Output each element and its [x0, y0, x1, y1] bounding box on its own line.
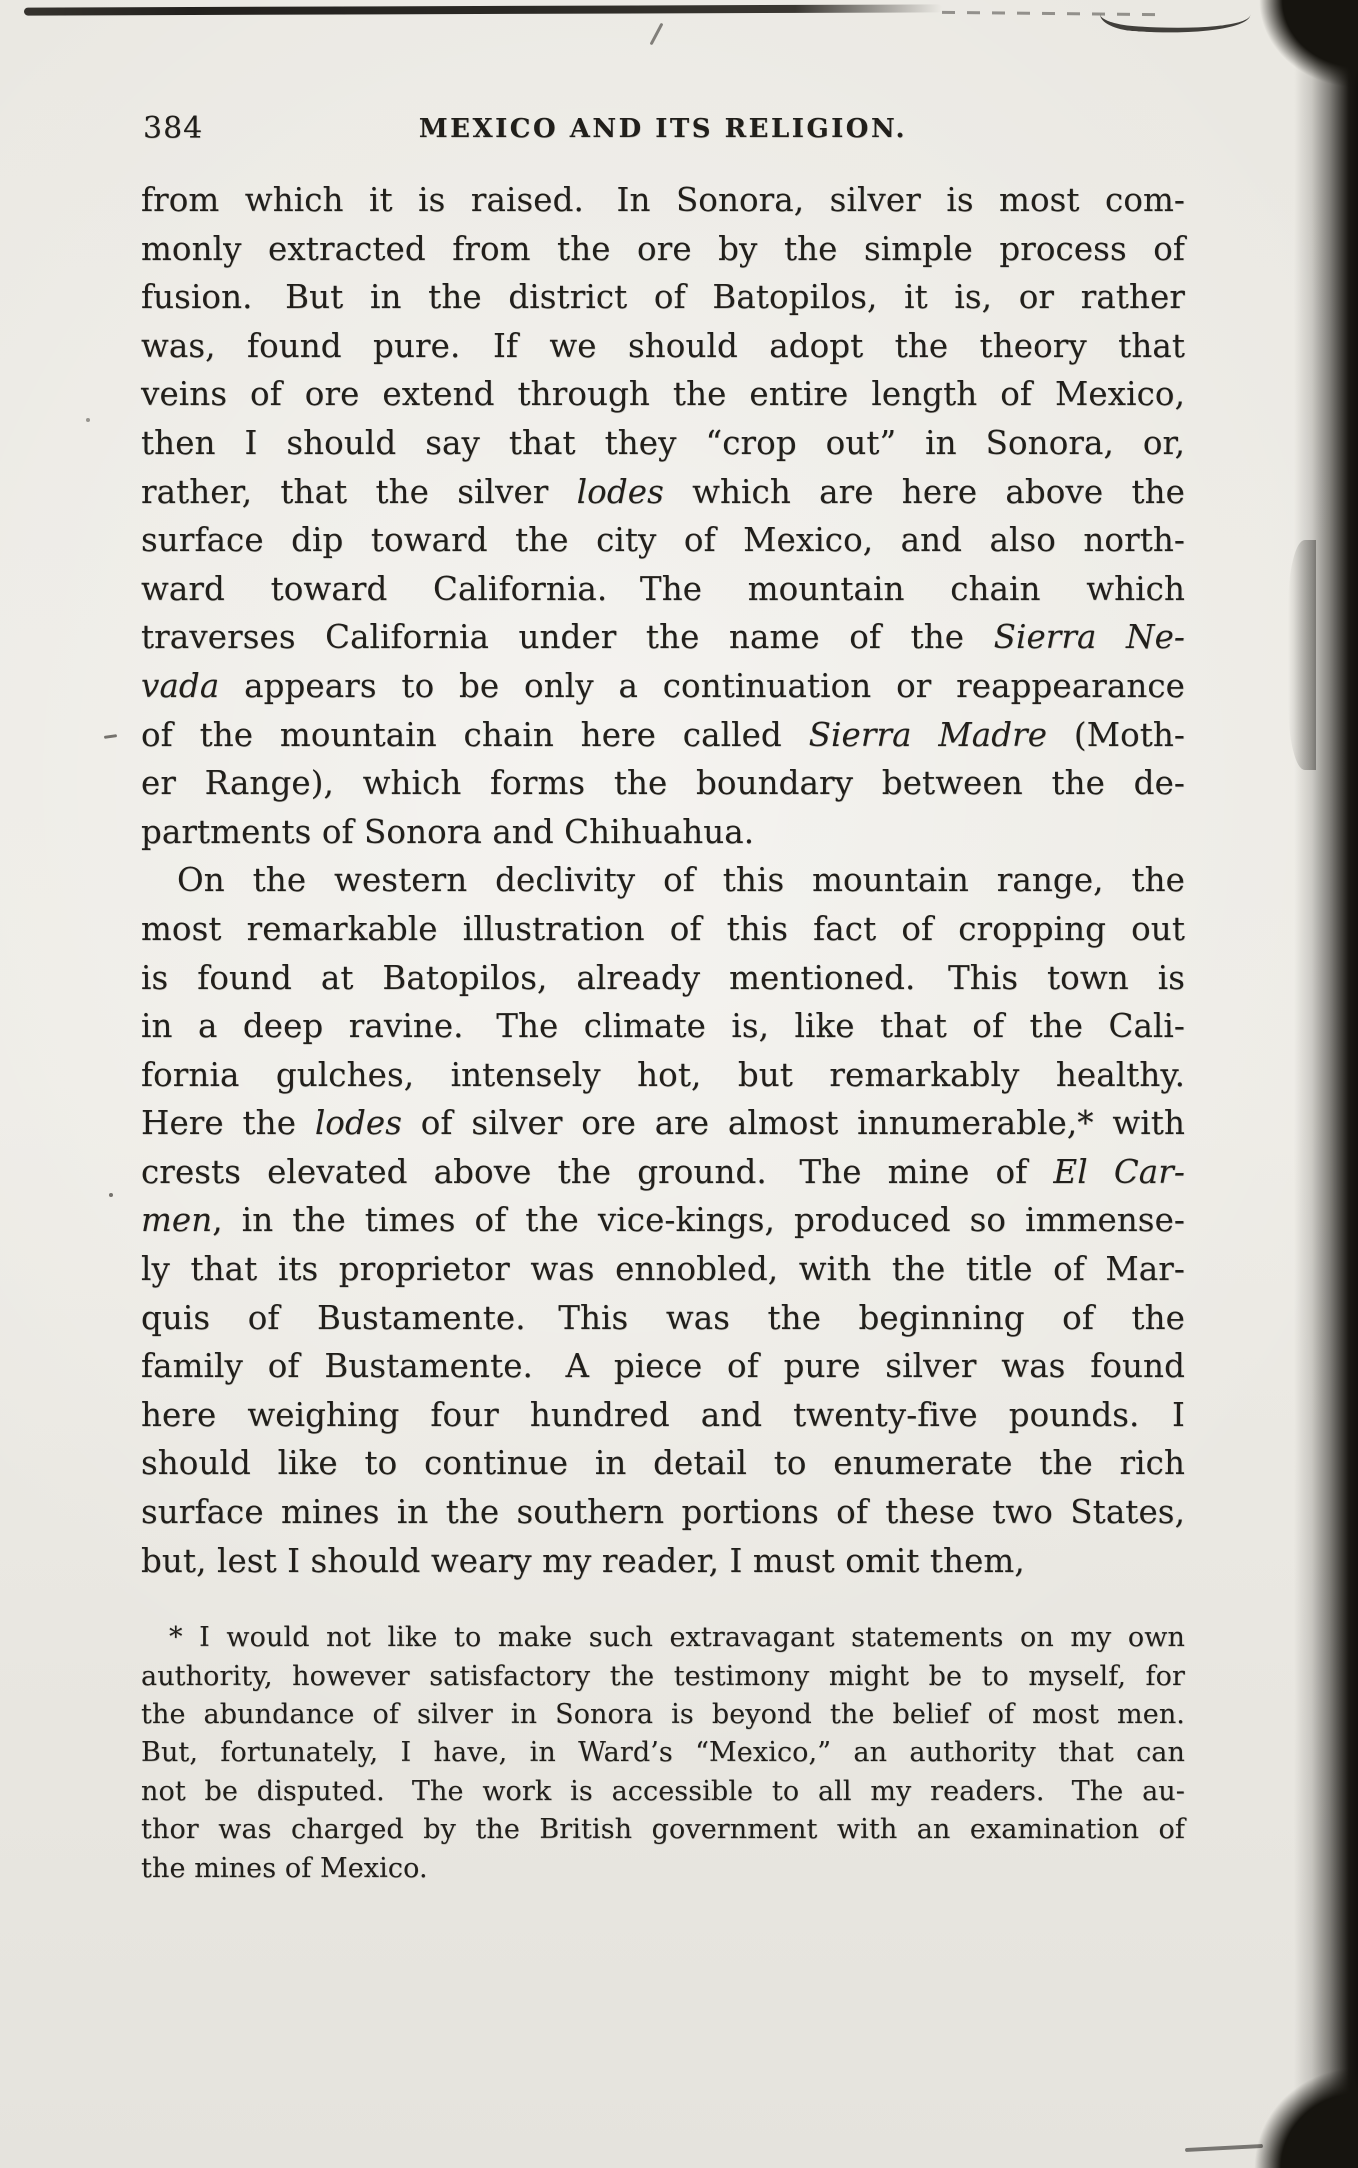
text-line [141, 273, 1185, 322]
text-line [141, 1696, 1185, 1734]
text-line [141, 516, 1185, 565]
text-segment: * I would not like to make such extravagant statements on my own [169, 1622, 1185, 1654]
text-segment: Here the [141, 1104, 315, 1143]
text-segment: authority, however satisfactory the testimony might be to myself, for [141, 1660, 1185, 1692]
text-line [141, 1294, 1185, 1343]
text-line [141, 322, 1185, 371]
scan-bottom-scratch [1185, 2144, 1263, 2152]
text-line [141, 468, 1185, 517]
scan-right-edge-shadow [1294, 0, 1358, 2168]
italic-text-segment: men [141, 1201, 213, 1240]
text-line [141, 905, 1185, 954]
text-segment: in a deep ravine. The climate is, like that of the Cali- [141, 1007, 1185, 1046]
text-line [141, 1658, 1185, 1696]
text-segment: veins of ore extend through the entire length of Mexico, [141, 375, 1185, 414]
scan-top-edge-mark [24, 4, 942, 15]
text-segment: monly extracted from the ore by the simple process of [141, 229, 1185, 268]
text-line [141, 808, 1185, 857]
text-line [141, 613, 1185, 662]
text-segment: but, lest I should weary my reader, I must omit them, [141, 1541, 1025, 1580]
text-segment: was, found pure. If we should adopt the theory that [141, 326, 1185, 365]
body-paragraph [141, 856, 1185, 1585]
text-segment: most remarkable illustration of this fact of cropping out [141, 909, 1185, 948]
text-line [141, 1734, 1185, 1772]
text-line [141, 1619, 1185, 1657]
text-segment: crests elevated above the ground. The mine of [141, 1152, 1054, 1191]
text-line [141, 1811, 1185, 1849]
text-segment: which are here above the [663, 472, 1185, 511]
text-segment: (Moth- [1047, 715, 1186, 754]
text-line [141, 1342, 1185, 1391]
text-segment: fornia gulches, intensely hot, but remarkably healthy. [141, 1055, 1185, 1094]
scan-bottom-right-corner-shadow [1208, 2018, 1358, 2168]
italic-text-segment: Sierra Madre [808, 715, 1048, 754]
text-segment: from which it is raised. In Sonora, silver is most com- [141, 181, 1185, 219]
text-segment: the abundance of silver in Sonora is beyond the belief of most men. [141, 1699, 1185, 1731]
text-segment: is found at Batopilos, already mentioned. This town is [141, 958, 1185, 997]
scan-diagonal-mark [650, 23, 664, 46]
italic-text-segment: vada [141, 666, 220, 705]
page-number: 384 [143, 111, 204, 146]
text-line [141, 1148, 1185, 1197]
text-segment: not be disputed. The work is accessible to all my readers. The au- [141, 1775, 1185, 1807]
text-segment: fusion. But in the district of Batopilos, it is, or rather [141, 278, 1185, 317]
text-line [141, 1099, 1185, 1148]
italic-text-segment: El Car- [1053, 1152, 1185, 1191]
text-segment: quis of Bustamente. This was the beginning of the [141, 1298, 1185, 1337]
text-segment: ly that its proprietor was ennobled, with the title of Mar- [141, 1250, 1185, 1289]
text-line [141, 711, 1185, 760]
body-text [141, 176, 1185, 1585]
text-line [141, 1196, 1185, 1245]
footnote [141, 1619, 1185, 1888]
text-segment: But, fortunately, I have, in Ward’s “Mexico,” an authority that can [141, 1737, 1185, 1769]
text-segment: er Range), which forms the boundary between the de- [141, 764, 1185, 803]
text-segment: On the western declivity of this mountain range, the [177, 861, 1185, 900]
text-segment: , in the times of the vice-kings, produced so immense- [212, 1201, 1185, 1240]
scan-top-right-corner-shadow [1218, 0, 1358, 125]
text-segment: ward toward California. The mountain chain which [141, 569, 1185, 608]
text-line [141, 662, 1185, 711]
text-segment: traverses California under the name of the [141, 618, 994, 657]
body-paragraph [141, 176, 1185, 856]
text-segment: family of Bustamente. A piece of pure silver was found [141, 1347, 1185, 1386]
text-segment: of silver ore are almost innumerable,* with [402, 1104, 1185, 1143]
running-header-title: MEXICO AND ITS RELIGION. [418, 114, 908, 144]
text-line [141, 1391, 1185, 1440]
text-line [141, 954, 1185, 1003]
text-line [141, 419, 1185, 468]
text-line [141, 225, 1185, 274]
italic-text-segment: lodes [576, 472, 664, 511]
text-line [141, 1051, 1185, 1100]
text-segment: here weighing four hundred and twenty-five pounds. I [141, 1395, 1185, 1434]
text-line [141, 759, 1185, 808]
scan-margin-speckle [86, 418, 90, 422]
text-line [141, 1773, 1185, 1811]
text-line [141, 565, 1185, 614]
text-segment: then I should say that they “crop out” in Sonora, or, [141, 423, 1185, 462]
text-line [141, 856, 1185, 905]
text-line [141, 1850, 1185, 1888]
text-line [141, 1002, 1185, 1051]
text-segment: should like to continue in detail to enumerate the rich [141, 1444, 1185, 1483]
text-segment: surface dip toward the city of Mexico, and also north- [141, 521, 1185, 560]
page-header [141, 110, 1185, 148]
text-line [141, 1439, 1185, 1488]
text-line [141, 1537, 1185, 1586]
text-segment: partments of Sonora and Chihuahua. [141, 812, 755, 851]
text-line [141, 1488, 1185, 1537]
italic-text-segment: lodes [314, 1104, 402, 1143]
text-line [141, 1245, 1185, 1294]
text-segment: the mines of Mexico. [141, 1852, 428, 1884]
scan-top-curved-mark [1099, 0, 1251, 39]
scan-top-edge-dashes [942, 11, 1157, 16]
text-segment: of the mountain chain here called [141, 715, 809, 754]
text-segment: appears to be only a continuation or reappearance [219, 666, 1185, 705]
text-segment: surface mines in the southern portions of these two States, [141, 1493, 1185, 1532]
scan-margin-dot [109, 1193, 113, 1197]
text-line [141, 370, 1185, 419]
scan-right-edge-bump [1288, 540, 1316, 770]
text-segment: thor was charged by the British government with an examination of [141, 1814, 1185, 1846]
text-segment: rather, that the silver [141, 472, 577, 511]
scan-margin-dash [104, 734, 117, 739]
italic-text-segment: Sierra Ne- [993, 618, 1185, 657]
text-line [141, 176, 1185, 225]
page-content [141, 110, 1185, 1888]
